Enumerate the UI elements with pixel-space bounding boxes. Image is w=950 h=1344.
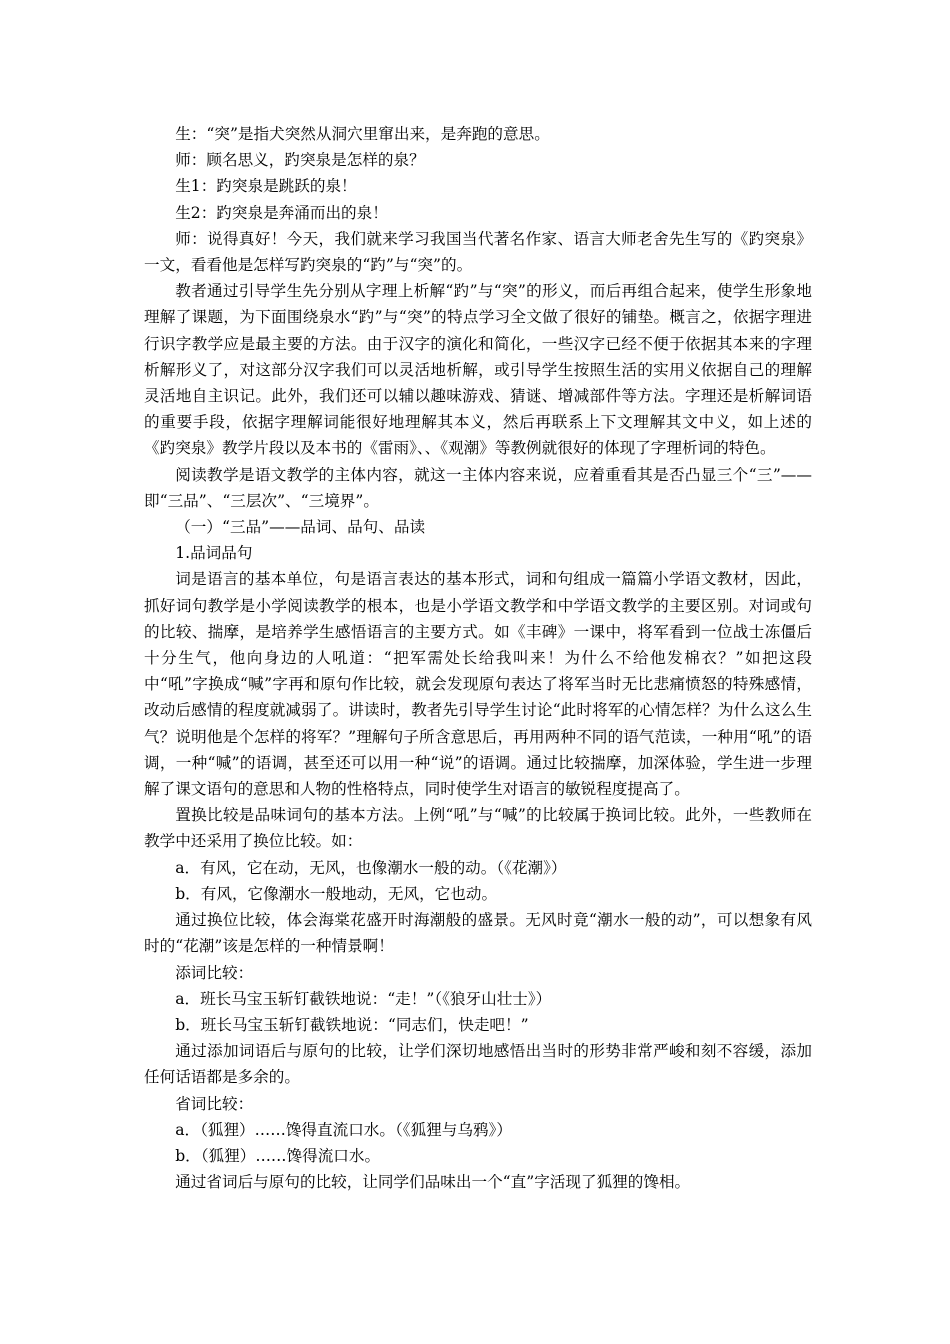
- example-label: 添词比较：: [175, 963, 254, 982]
- example-line: b．有风，它像潮水一般地动，无风，它也动。: [175, 884, 498, 903]
- example-line: a．班长马宝玉斩钉截铁地说：“走！”（《狼牙山壮士》）: [175, 989, 552, 1008]
- paragraph: 师：说得真好！今天，我们就来学习我国当代著名作家、语言大师老舍先生写的《趵突泉》一文，看看他是怎样写趵突泉的“趵”与“突”的。: [144, 229, 812, 275]
- example-line: b．（狐狸）……馋得流口水。: [175, 1146, 381, 1165]
- paragraph: 生2：趵突泉是奔涌而出的泉！: [175, 203, 388, 222]
- section-heading: （一）“三品”——品词、品句、品读: [175, 518, 426, 537]
- example-label: 省词比较：: [175, 1094, 254, 1113]
- example-line: a．（狐狸）……馋得直流口水。（《狐狸与乌鸦》）: [175, 1120, 512, 1139]
- paragraph: 置换比较是品味词句的基本方法。上例“吼”与“喊”的比较属于换词比较。此外，一些教师在教学中还采用了换位比较。如：: [144, 806, 812, 851]
- paragraph: 师：顾名思义，趵突泉是怎样的泉？: [175, 151, 425, 170]
- example-line: b．班长马宝玉斩钉截铁地说：“同志们，快走吧！”: [175, 1015, 529, 1034]
- paragraph: 词是语言的基本单位，句是语言表达的基本形式，词和句组成一篇篇小学语文教材，因此，抓好词句教学是小学阅读教学的根本，也是小学语文教学和中学语文教学的主要区别。对词或句的比较、揣摩，是培养学生感悟语言的主要方式。如《丰碑》一课中，将军看到一位战士冻僵后十分生气，他向身边的人吼道：“把军需处长给我叫来！为什么不给他发棉衣？”如把这段中“吼”字换成“喊”字再和原句作比较，就会发现原句表达了将军当时无比悲痛愤怒的特殊感情，改动后感情的程度就减弱了。讲读时，教者先引导学生讨论“此时将军的心情怎样？为什么这么生气？说明他是个怎样的将军？”理解句子所含意思后，再用两种不同的语气范读，一种用“吼”的语调，一种“喊”的语调，甚至还可以用一种“说”的语调。通过比较揣摩，加深体验，学生进一步理解了课文语句的意思和人物的性格特点，同时使学生对语言的敏锐程度提高了。: [144, 570, 812, 799]
- paragraph: 教者通过引导学生先分别从字理上析解“趵”与“突”的形义，而后再组合起来，使学生形象地理解了课题，为下面围绕泉水“趵”与“突”的特点学习全文做了很好的铺垫。概言之，依据字理进行识字教学应是最主要的方法。由于汉字的演化和简化，一些汉字已经不便于依据其本来的字理析解形义了，对这部分汉字我们可以灵活地析解，或引导学生按照生活的实用义依据自己的理解灵活地自主识记。此外，我们还可以辅以趣味游戏、猜谜、增减部件等方法。字理还是析解词语的重要手段，依据字理解词能很好地理解其本义，然后再联系上下文理解其文中义，如上述的《趵突泉》教学片段以及本书的《雷雨》、、《观潮》等教例就很好的体现了字理析词的特色。: [144, 282, 812, 458]
- paragraph: 通过省词后与原句的比较，让同学们品味出一个“直”字活现了狐狸的馋相。: [175, 1173, 691, 1192]
- paragraph: 生1：趵突泉是跳跃的泉！: [175, 177, 357, 196]
- paragraph: 阅读教学是语文教学的主体内容，就这一主体内容来说，应着重看其是否凸显三个“三”——即“三品”、“三层次”、“三境界”。: [144, 465, 812, 510]
- paragraph: 生：“突”是指犬突然从洞穴里窜出来，是奔跑的意思。: [175, 125, 550, 143]
- example-line: a．有风，它在动，无风，也像潮水一般的动。（《花潮》）: [175, 858, 567, 877]
- document-page: [144, 121, 812, 1195]
- subsection-heading: 1.品词品句: [175, 544, 253, 563]
- paragraph: 通过添加词语后与原句的比较，让学们深切地感悟出当时的形势非常严峻和刻不容缓，添加任何话语都是多余的。: [144, 1042, 812, 1087]
- paragraph: 通过换位比较，体会海棠花盛开时海潮般的盛景。无风时竟“潮水一般的动”，可以想象有风时的“花潮”该是怎样的一种情景啊！: [144, 911, 812, 956]
